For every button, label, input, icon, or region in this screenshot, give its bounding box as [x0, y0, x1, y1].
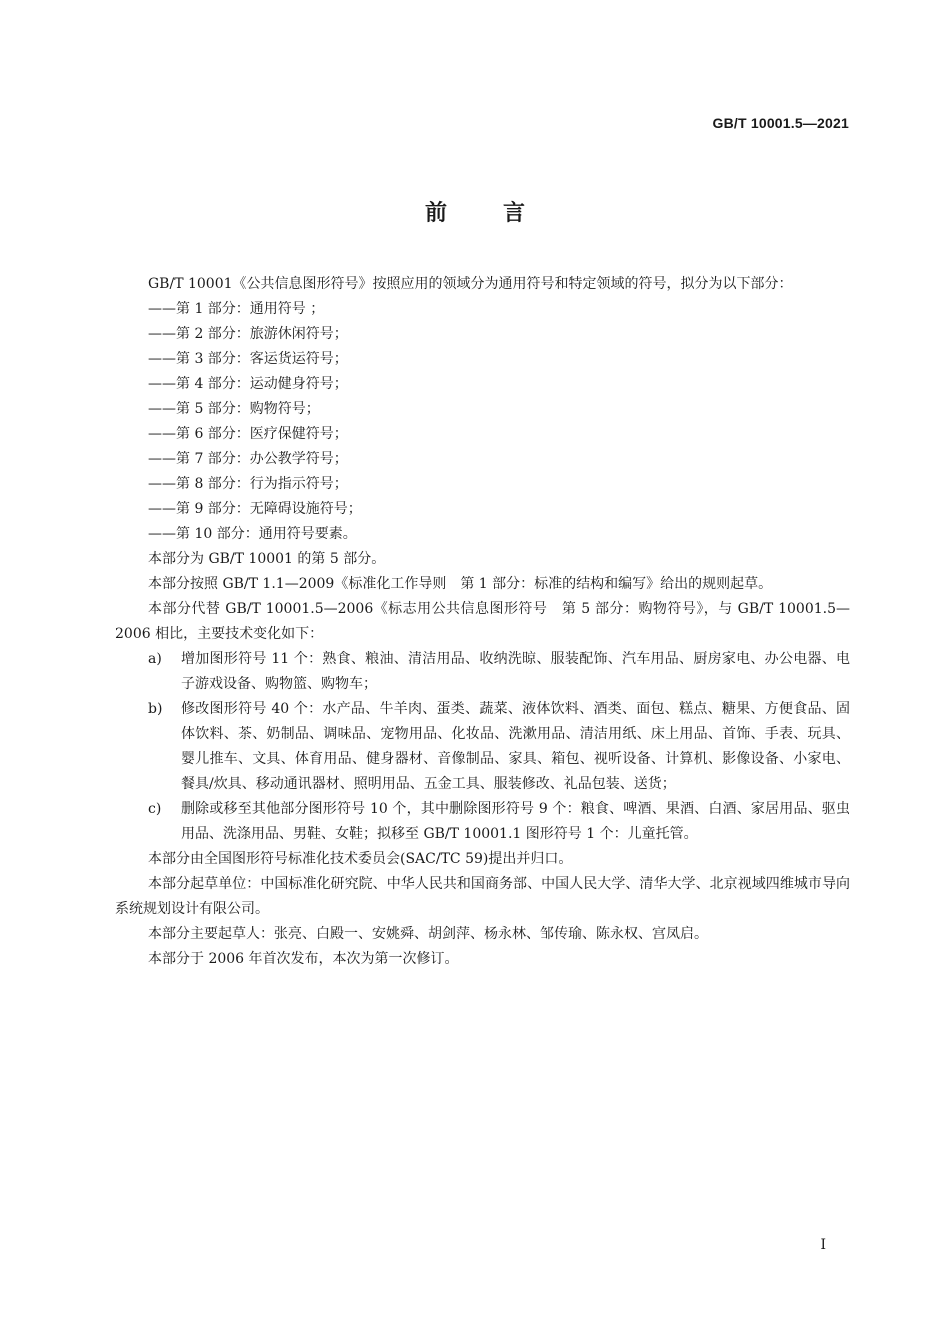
page-title: [0, 196, 950, 227]
intro-paragraph: GB/T 10001《公共信息图形符号》按照应用的领域分为通用符号和特定领域的符号，拟分为以下部分：: [148, 276, 793, 292]
part-list-item: ——第 9 部分：无障碍设施符号；: [148, 501, 362, 517]
title-char-2: 言: [503, 201, 526, 226]
change-item: [115, 797, 850, 847]
change-item-text: 删除或移至其他部分图形符号 10 个，其中删除图形符号 9 个：粮食、啤酒、果酒、白酒、家居用品、驱虫用品、洗涤用品、男鞋、女鞋；拟移至 GB/T 10001.1 图形符号 1 个：儿童托管。: [181, 801, 850, 842]
change-item-text: 修改图形符号 40 个：水产品、牛羊肉、蛋类、蔬菜、液体饮料、酒类、面包、糕点、糖果、方便食品、固体饮料、茶、奶制品、调味品、宠物用品、化妆品、洗漱用品、清洁用纸、床上用品、首饰、手表、玩具、婴儿推车、文具、体育用品、健身器材、音像制品、家具、箱包、视听设备、计算机、影像设备、小家电、餐具/炊具、移动通讯器材、照明用品、五金工具、服装修改、礼品包装、送货；: [181, 701, 850, 792]
part-list-item: ——第 4 部分：运动健身符号；: [148, 376, 348, 392]
part-list-item: ——第 1 部分：通用符号 ；: [148, 301, 325, 317]
change-item-marker: c): [148, 801, 162, 817]
change-item-marker: b): [148, 701, 163, 717]
replaces-statement: 本部分代替 GB/T 10001.5—2006《标志用公共信息图形符号 第 5 部分：购物符号》，与 GB/T 10001.5—2006 相比，主要技术变化如下：: [115, 601, 850, 642]
history-statement: 本部分于 2006 年首次发布，本次为第一次修订。: [148, 951, 459, 967]
proposer-statement: 本部分由全国图形符号标准化技术委员会(SAC/TC 59)提出并归口。: [148, 851, 573, 867]
page-number: I: [820, 1237, 826, 1253]
part-list-item: ——第 8 部分：行为指示符号；: [148, 476, 348, 492]
part-list-item: ——第 5 部分：购物符号；: [148, 401, 320, 417]
change-item-marker: a): [148, 651, 162, 667]
part-list-item: ——第 10 部分：通用符号要素。: [148, 526, 357, 542]
part-list-item: ——第 2 部分：旅游休闲符号；: [148, 326, 348, 342]
change-item: [115, 647, 850, 697]
change-item-text: 增加图形符号 11 个：熟食、粮油、清洁用品、收纳洗晾、服装配饰、汽车用品、厨房家电、办公电器、电子游戏设备、购物篮、购物车；: [181, 651, 850, 692]
part-list-item: ——第 3 部分：客运货运符号；: [148, 351, 348, 367]
drafting-rule-statement: 本部分按照 GB/T 1.1—2009《标准化工作导则 第 1 部分：标准的结构和编写》给出的规则起草。: [148, 576, 773, 592]
part-list-item: ——第 7 部分：办公教学符号；: [148, 451, 348, 467]
title-char-1: 前: [424, 201, 447, 226]
drafters-statement: 本部分主要起草人：张亮、白殿一、安姚舜、胡剑萍、杨永林、邹传瑜、陈永权、宫凤启。: [148, 926, 708, 942]
part-list-item: ——第 6 部分：医疗保健符号；: [148, 426, 348, 442]
drafting-units-statement: 本部分起草单位：中国标准化研究院、中华人民共和国商务部、中国人民大学、清华大学、北京视域四维城市导向系统规划设计有限公司。: [115, 876, 850, 917]
standard-code: GB/T 10001.5—2021: [712, 115, 849, 131]
foreword-body: [115, 272, 850, 972]
change-item: [115, 697, 850, 797]
this-part-statement: 本部分为 GB/T 10001 的第 5 部分。: [148, 551, 386, 567]
